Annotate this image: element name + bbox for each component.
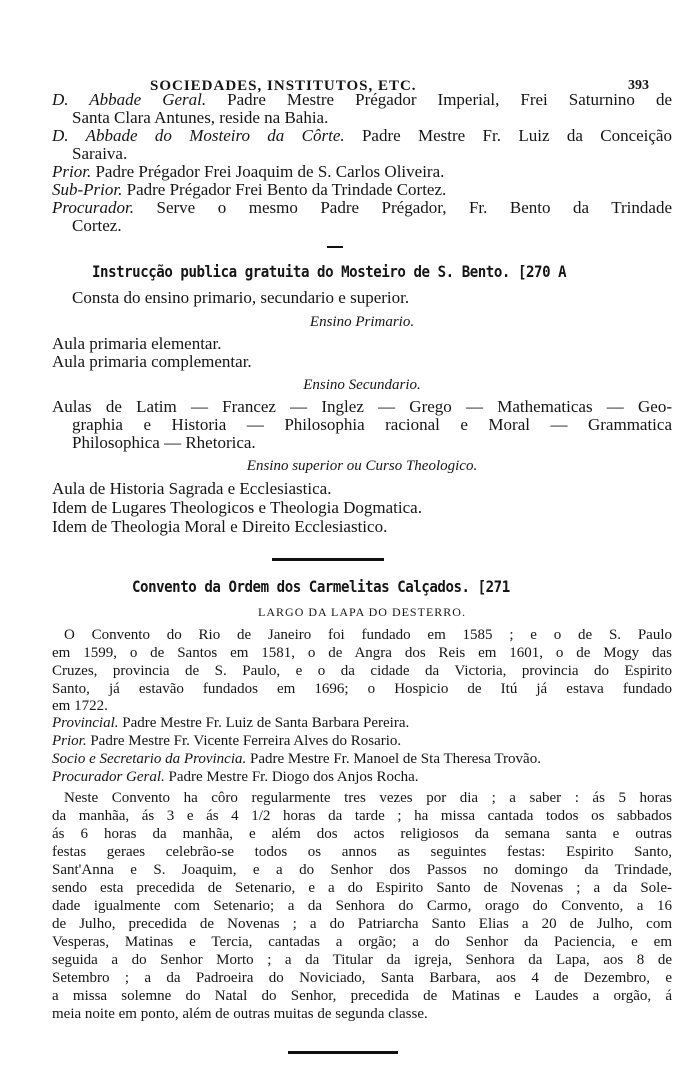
section-divider [272,558,384,561]
paragraph-line: Santo, já estavão fundados em 1696; o Hospicio de Itú já estava fundado [52,681,672,697]
paragraph-line: em 1722. [52,698,108,714]
subheading-primario: Ensino Primario. [309,314,415,330]
paragraph-line: Setembro ; a da Padroeira do Noviciado, Santa Barbara, aos 4 de Dezembro, e [52,970,672,986]
entry-line: Cortez. [72,216,122,235]
course-item: Aula de Historia Sagrada e Ecclesiastica. [52,479,332,498]
paragraph-line: Neste Convento ha côro regularmente tres vezes por dia ; a saber : ás 5 horas [64,790,672,806]
paragraph-line: seguida a do Senhor Morto ; a da Titular da igreja, Senhora da Lapa, aos 8 de [52,952,672,968]
officer-line: Prior. Padre Mestre Fr. Vicente Ferreira Alves do Rosario. [52,733,402,749]
subheading-superior: Ensino superior ou Curso Theologico. [246,458,478,474]
paragraph-line: a missa solemne do Natal do Senhor, precedida de Matinas e Laudes a orgão, á [52,988,672,1004]
course-item: Aulas de Latim — Francez — Inglez — Grego — Mathematicas — Geo- [52,397,672,416]
entry-line: D. Abbade Geral. Padre Mestre Prégador Imperial, Frei Saturnino de [52,90,672,109]
entry-line: Sub-Prior. Padre Prégador Frei Bento da Trindade Cortez. [52,180,447,199]
page-number: 393 [628,78,649,93]
paragraph-line: em 1599, o de Santos em 1581, o de Angra dos Reis em 1601, o de Mogy das [52,645,672,661]
course-item: Idem de Theologia Moral e Direito Ecclesiastico. [52,517,388,536]
entry-line: Prior. Padre Prégador Frei Joaquim de S. Carlos Oliveira. [52,162,445,181]
intro-text: Consta do ensino primario, secundario e superior. [72,288,410,307]
officer-line: Procurador Geral. Padre Mestre Fr. Diogo dos Anjos Rocha. [52,769,419,785]
course-item: Idem de Lugares Theologicos e Theologia Dogmatica. [52,498,422,517]
paragraph-line: Cruzes, provincia de S. Paulo, e o da cidade da Victoria, provincia do Espirito [52,663,672,679]
section-heading: Instrucção publica gratuita do Mosteiro de S. Bento. [270 A [92,262,567,281]
short-divider [327,246,343,248]
subheading-secundario: Ensino Secundario. [303,377,421,393]
officer-line: Socio e Secretario da Provincia. Padre Mestre Fr. Manoel de Sta Theresa Trovão. [52,751,541,767]
end-divider [288,1051,398,1054]
paragraph-line: meia noite em ponto, além de outras muitas de segunda classe. [52,1006,428,1022]
entry-line: D. Abbade do Mosteiro da Côrte. Padre Mestre Fr. Luiz da Conceição [52,126,672,145]
entry-line: Santa Clara Antunes, reside na Bahia. [72,108,329,127]
paragraph-line: de Julho, precedida de Novenas ; a do Patriarcha Santo Elias a 20 de Julho, com [52,916,672,932]
paragraph-line: sendo esta precedida de Setenario, e a do Espirito Santo de Novenas ; a da Sole- [52,880,672,896]
paragraph-line: Sant'Anna e S. Joaquim, e a do Senhor dos Passos no domingo da Trindade, [52,862,672,878]
course-item: Aula primaria complementar. [52,352,252,371]
paragraph-line: dade igualmente com Setenario; a da Senhora do Carmo, orago do Convento, a 16 [52,898,672,914]
paragraph-line: Vesperas, Matinas e Tercia, cantadas a orgão; a do Senhor da Paciencia, e em [52,934,672,950]
course-item: Aula primaria elementar. [52,334,222,353]
section-heading: Convento da Ordem dos Carmelitas Calçados. [271 [132,577,510,596]
paragraph-line: festas geraes celebrão-se todos os annos as seguintes festas: Espirito Santo, [52,844,672,860]
course-item: graphia e Historia — Philosophia racional e Moral — Grammatica [72,415,672,434]
header-title: SOCIEDADES, INSTITUTOS, ETC. [150,78,417,94]
address-subheading: LARGO DA LAPA DO DESTERRO. [258,605,466,619]
paragraph-line: da manhãa, ás 3 e ás 4 1/2 horas da tarde ; ha missa cantada todos os sabbados [52,808,672,824]
entry-line: Saraiva. [72,144,128,163]
entry-line: Procurador. Serve o mesmo Padre Prégador, Fr. Bento da Trindade [52,198,672,217]
course-item: Philosophica — Rhetorica. [72,433,256,452]
officer-line: Provincial. Padre Mestre Fr. Luiz de Santa Barbara Pereira. [52,715,410,731]
paragraph-line: ás 6 horas da manhãa, e além dos actos religiosos da semana santa e outras [52,826,672,842]
paragraph-line: O Convento do Rio de Janeiro foi fundado em 1585 ; e o de S. Paulo [64,627,672,643]
